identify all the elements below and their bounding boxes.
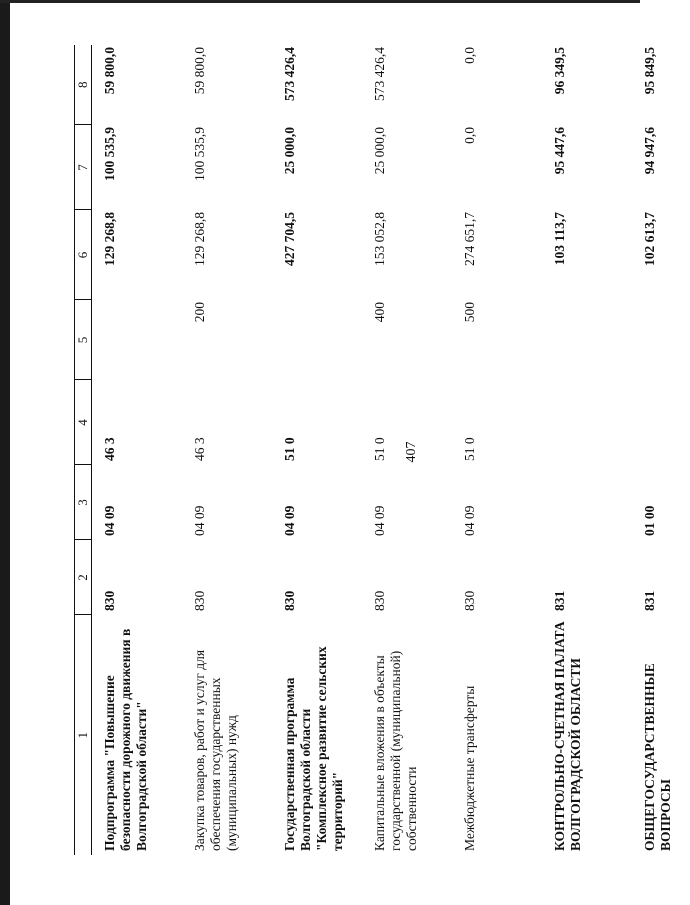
col-header-5: 5 — [75, 300, 92, 380]
cell-c4: 46 3 — [192, 437, 207, 461]
col-header-6: 6 — [75, 210, 92, 300]
cell-c5: 400 — [372, 302, 387, 323]
cell-c4: 51 0 — [282, 437, 297, 461]
cell-c7: 0,0 — [462, 127, 477, 144]
cell-c3: 04 09 — [282, 505, 297, 536]
cell-c2: 830 — [102, 590, 117, 611]
cell-c4 — [632, 380, 690, 465]
cell-c7: 95 447,6 — [552, 127, 567, 175]
budget-table — [74, 45, 690, 855]
scan-edge-left — [0, 0, 10, 905]
cell-c6: 427 704,5 — [282, 212, 297, 266]
col-header-8: 8 — [75, 45, 92, 125]
col-header-4: 4 — [75, 380, 92, 465]
table-row — [182, 45, 272, 855]
scan-edge-top — [0, 0, 640, 3]
budget-table-rotated — [74, 45, 673, 855]
cell-c5 — [542, 300, 632, 380]
cell-c7: 94 947,6 — [642, 127, 657, 175]
cell-c6: 102 613,7 — [642, 212, 657, 266]
cell-c7: 25 000,0 — [282, 127, 297, 175]
cell-c5: 200 — [192, 302, 207, 323]
cell-c8: 0,0 — [462, 47, 477, 64]
cell-c2: 831 — [552, 590, 567, 611]
row-name: Закупка товаров, работ и услуг для обеспечения государственных (муниципальных) нужд — [192, 649, 239, 851]
cell-c5 — [632, 300, 690, 380]
cell-c6: 103 113,7 — [552, 212, 567, 266]
col-header-3: 3 — [75, 465, 92, 540]
cell-c2: 830 — [462, 590, 477, 611]
cell-c3: 04 09 — [372, 505, 387, 536]
cell-c6: 129 268,8 — [192, 212, 207, 266]
cell-c5: 500 — [462, 302, 477, 323]
cell-c8: 573 426,4 — [282, 47, 297, 101]
cell-c8: 96 349,5 — [552, 47, 567, 95]
cell-c2: 830 — [372, 590, 387, 611]
cell-c3: 04 09 — [462, 505, 477, 536]
row-name: ОБЩЕГОСУДАРСТВЕННЫЕ ВОПРОСЫ — [642, 663, 673, 851]
cell-c7: 100 535,9 — [102, 127, 117, 181]
cell-c8: 59 800,0 — [192, 47, 207, 95]
page-number: 407 — [404, 441, 419, 463]
row-name: КОНТРОЛЬНО-СЧЕТНАЯ ПАЛАТА ВОЛГОГРАДСКОЙ ОБЛАСТИ — [552, 621, 583, 851]
cell-c4: 51 0 — [372, 437, 387, 461]
table-row — [542, 45, 632, 855]
cell-c3: 04 09 — [102, 505, 117, 536]
header-row — [75, 45, 92, 855]
cell-c3: 04 09 — [192, 505, 207, 536]
cell-c5 — [92, 300, 183, 380]
cell-c4: 51 0 — [462, 437, 477, 461]
cell-c4 — [542, 380, 632, 465]
row-name: Государственная программа Волгоградской области "Комплексное развитие сельских территорий" — [282, 646, 345, 851]
cell-c5 — [272, 300, 362, 380]
table-row — [272, 45, 362, 855]
row-name: Подпрограмма "Повышение безопасности дорожного движения в Волгоградской области" — [102, 628, 149, 851]
cell-c7: 25 000,0 — [372, 127, 387, 175]
cell-c3: 01 00 — [642, 505, 657, 536]
cell-c2: 831 — [642, 590, 657, 611]
cell-c8: 573 426,4 — [372, 47, 387, 101]
row-name: Капитальные вложения в объекты государственной (муниципальной) собственности — [372, 650, 419, 851]
cell-c4: 46 3 — [102, 437, 117, 461]
col-header-2: 2 — [75, 540, 92, 615]
cell-c7: 100 535,9 — [192, 127, 207, 181]
table-row — [92, 45, 183, 855]
cell-c8: 59 800,0 — [102, 47, 117, 95]
cell-c3 — [542, 465, 632, 540]
table-row — [632, 45, 690, 855]
col-header-7: 7 — [75, 125, 92, 210]
cell-c6: 129 268,8 — [102, 212, 117, 266]
cell-c6: 153 052,8 — [372, 212, 387, 266]
row-name: Межбюджетные трансферты — [462, 685, 477, 851]
cell-c6: 274 651,7 — [462, 212, 477, 266]
cell-c2: 830 — [192, 590, 207, 611]
cell-c8: 95 849,5 — [642, 47, 657, 95]
cell-c2: 830 — [282, 590, 297, 611]
table-row — [362, 45, 452, 855]
table-row — [452, 45, 542, 855]
col-header-1: 1 — [75, 615, 92, 855]
